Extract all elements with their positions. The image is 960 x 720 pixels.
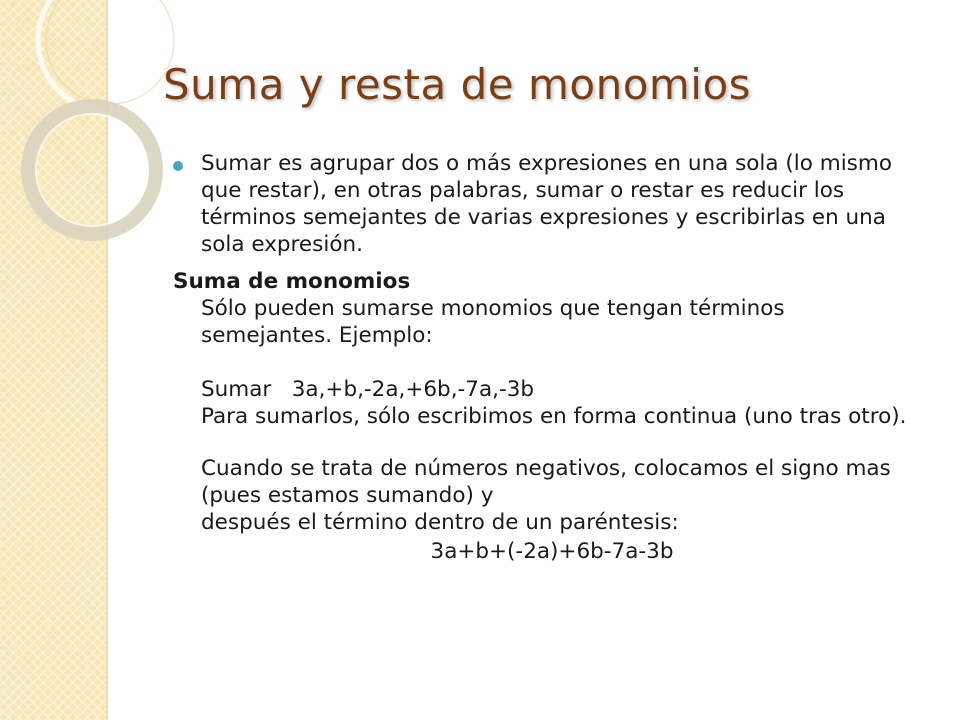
bullet-dot-icon bbox=[173, 161, 183, 171]
paragraph-parenthesis: después el término dentro de un paréntesis: bbox=[201, 510, 679, 535]
decorative-circle-top bbox=[38, 0, 182, 112]
intro-bullet-text: Sumar es agrupar dos o más expresiones en una sola (lo mismo que restar), en otras palabras, sumar o restar es reducir los términos semejantes de varias expresiones y escribirlas en una sola expresión. bbox=[201, 151, 892, 257]
paragraph-terms: Sólo pueden sumarse monomios que tengan términos semejantes. Ejemplo: bbox=[201, 296, 785, 348]
example-line: Sumar 3a,+b,-2a,+6b,-7a,-3b bbox=[201, 377, 535, 402]
decorative-circle-top-inner bbox=[46, 0, 174, 104]
slide-content bbox=[173, 150, 913, 565]
section-heading: Suma de monomios bbox=[173, 269, 411, 294]
slide-title: Suma y resta de monomios bbox=[163, 60, 752, 109]
intro-bullet bbox=[173, 150, 913, 258]
result-formula: 3a+b+(-2a)+6b-7a-3b bbox=[430, 539, 674, 564]
paragraph-negatives: Cuando se trata de números negativos, colocamos el signo mas (pues estamos sumando) y bbox=[201, 456, 891, 508]
spacer bbox=[201, 349, 913, 376]
paragraph-continuous: Para sumarlos, sólo escribimos en forma continua (uno tras otro). bbox=[201, 404, 907, 429]
decorative-circle-middle-inner bbox=[36, 114, 148, 226]
decorative-circle-middle bbox=[28, 106, 156, 234]
spacer bbox=[201, 430, 913, 455]
section-body bbox=[173, 295, 913, 565]
